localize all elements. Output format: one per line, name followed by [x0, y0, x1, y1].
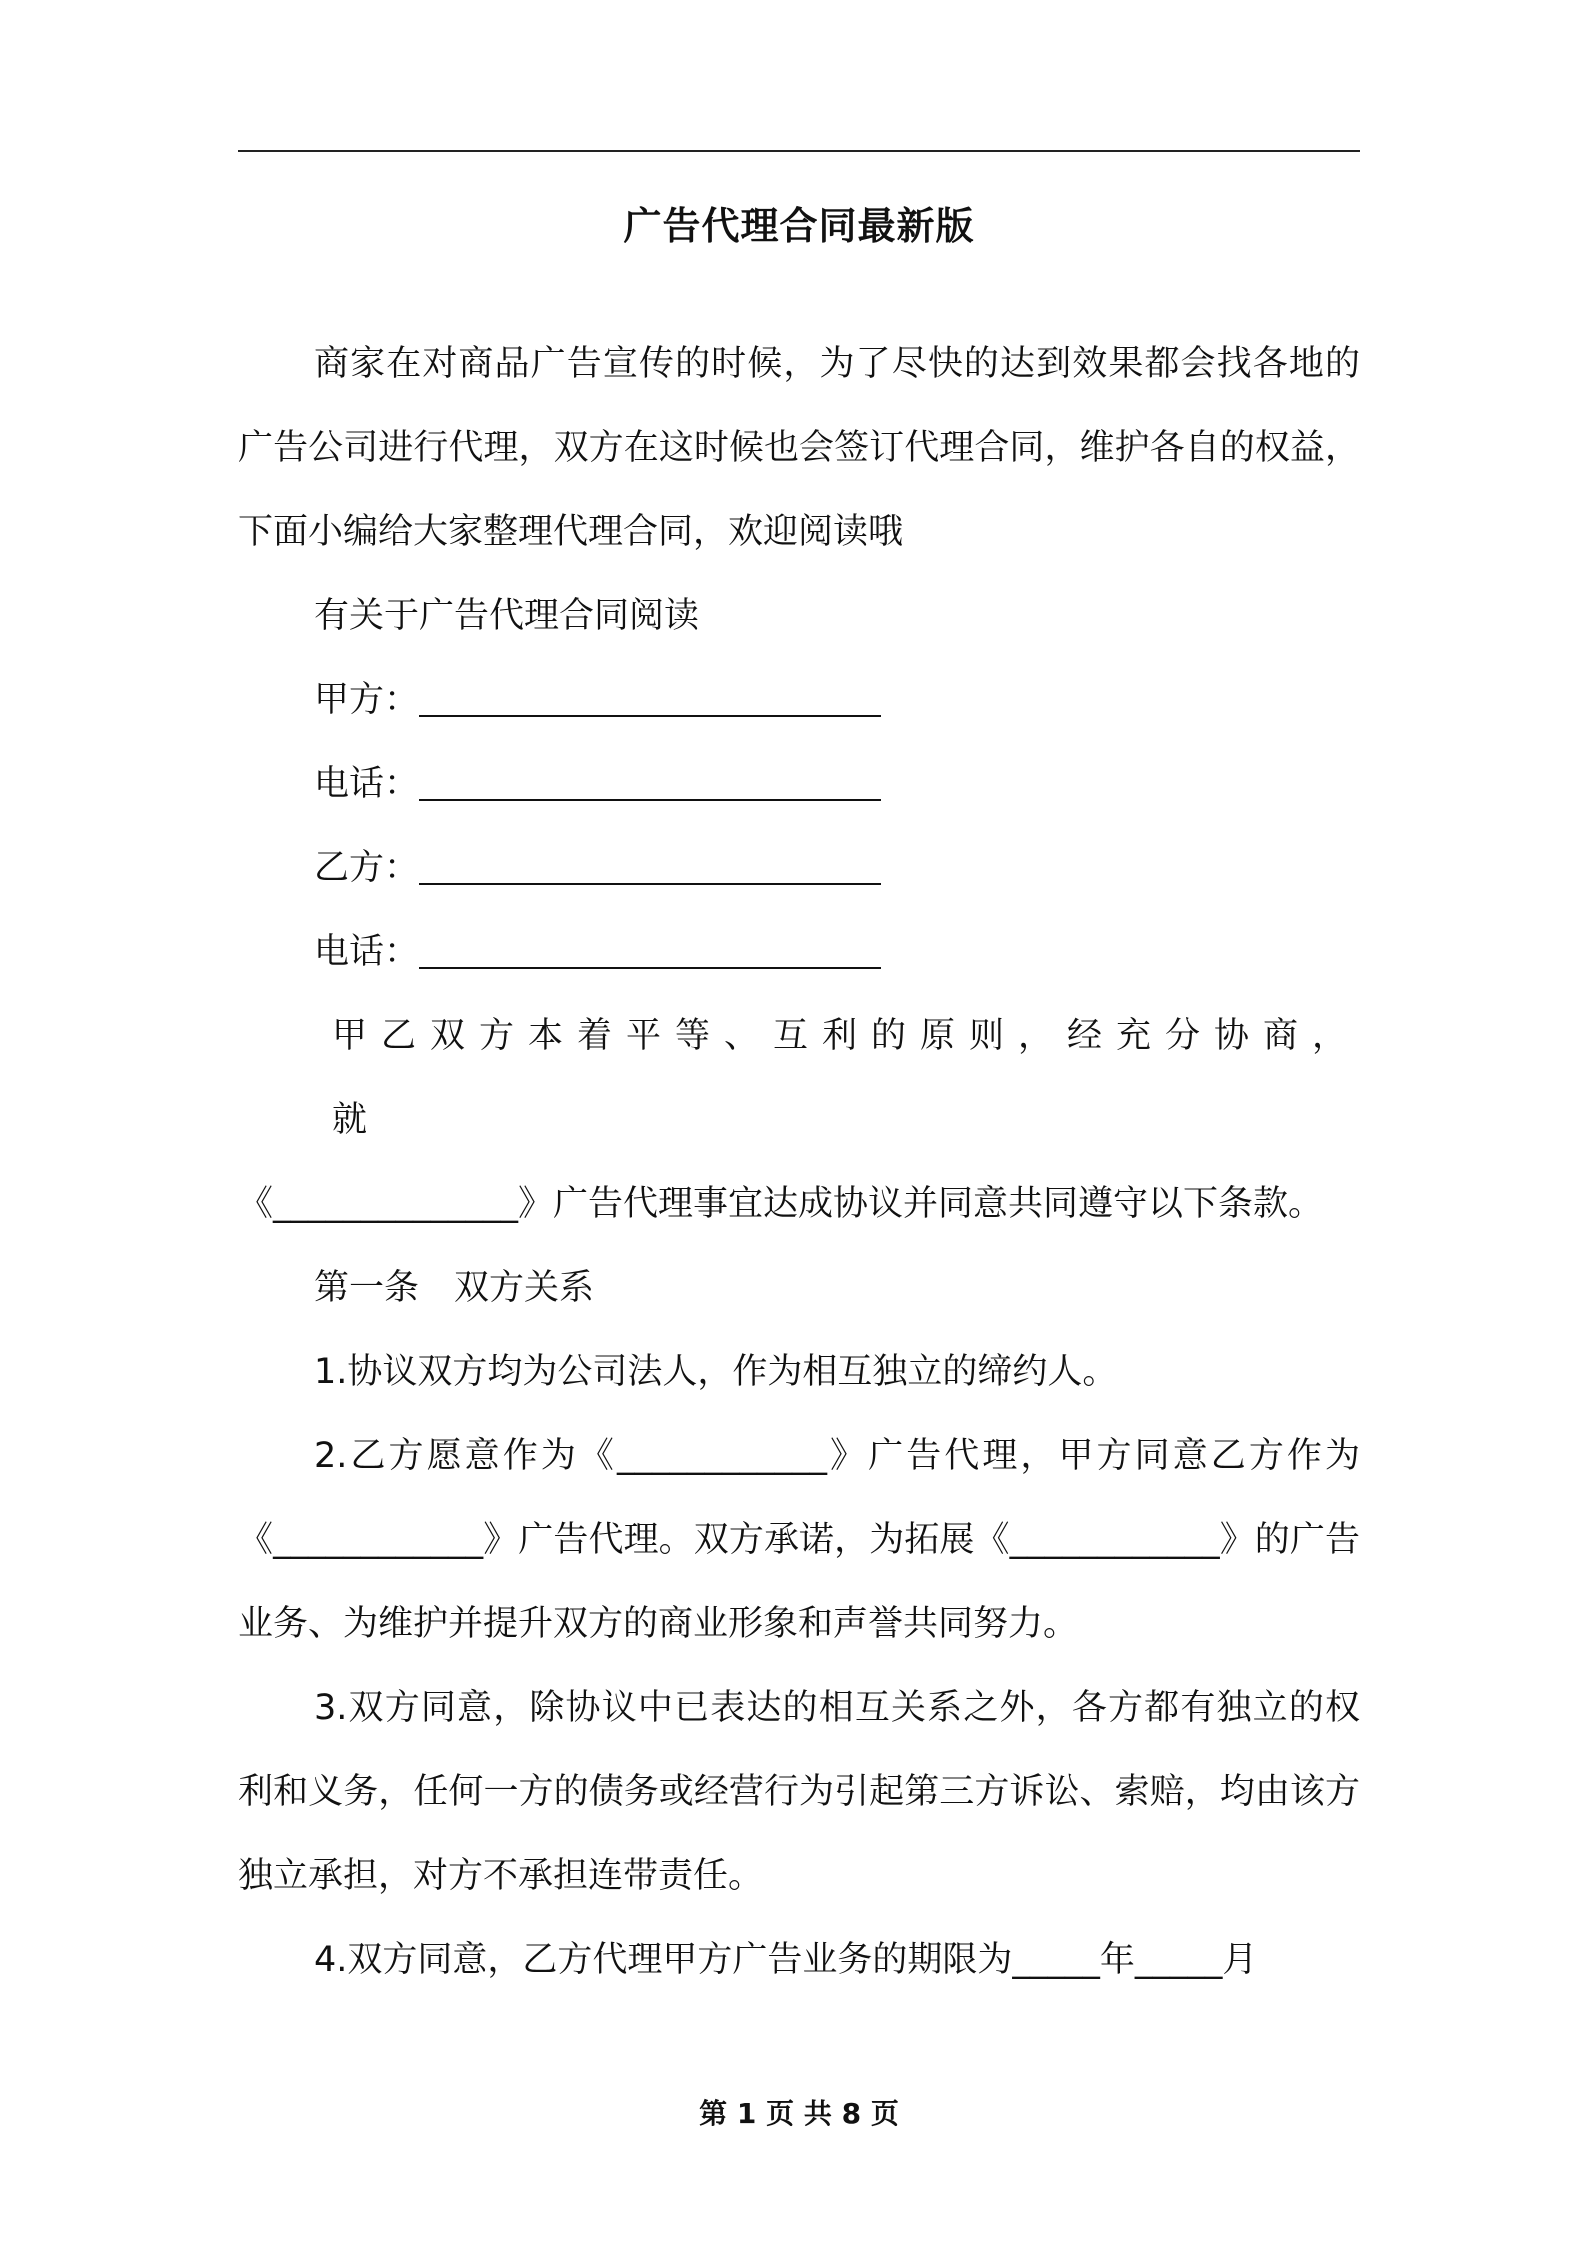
article-1-title: 第一条 双方关系 — [314, 1268, 595, 1308]
field-label: 电话： — [314, 932, 420, 972]
clause-2: 2.乙方愿意作为《____________》广告代理，甲方同意乙方作为《____________》广告代理。双方承诺，为拓展《____________》的广告业务、为维护并提升双方的商业形象和声誉共同努力。 — [238, 1436, 1360, 1644]
party-b-field — [238, 826, 1360, 910]
field-label: 乙方： — [314, 848, 420, 888]
preamble-line-1: 甲乙双方本着平等、互利的原则，经充分协商，就 — [332, 1016, 1360, 1140]
field-label: 甲方： — [314, 680, 420, 720]
party-a-field — [238, 658, 1360, 742]
party-b-phone-field — [238, 910, 1360, 994]
preamble-paragraph — [238, 994, 1360, 1246]
document-body — [238, 322, 1360, 2002]
fill-in-blank — [419, 799, 881, 801]
clause-4: 4.双方同意，乙方代理甲方广告业务的期限为_____年_____月 — [314, 1940, 1258, 1980]
page-number: 第 1 页 共 8 页 — [699, 2097, 899, 2130]
party-a-phone-field — [238, 742, 1360, 826]
fill-in-blank — [419, 715, 881, 717]
clause-3: 3.双方同意，除协议中已表达的相互关系之外，各方都有独立的权利和义务，任何一方的债务或经营行为引起第三方诉讼、索赔，均由该方独立承担，对方不承担连带责任。 — [238, 1688, 1360, 1896]
preamble-rest: 《______________》广告代理事宜达成协议并同意共同遵守以下条款。 — [238, 1184, 1324, 1224]
subheading: 有关于广告代理合同阅读 — [314, 596, 700, 636]
clause-1: 1.协议双方均为公司法人，作为相互独立的缔约人。 — [314, 1352, 1118, 1392]
document-title: 广告代理合同最新版 — [623, 204, 975, 248]
intro-paragraph: 商家在对商品广告宣传的时候，为了尽快的达到效果都会找各地的广告公司进行代理，双方在这时候也会签订代理合同，维护各自的权益，下面小编给大家整理代理合同，欢迎阅读哦 — [238, 344, 1360, 552]
header-rule — [238, 150, 1360, 152]
fill-in-blank — [419, 883, 881, 885]
field-label: 电话： — [314, 764, 420, 804]
fill-in-blank — [419, 967, 881, 969]
